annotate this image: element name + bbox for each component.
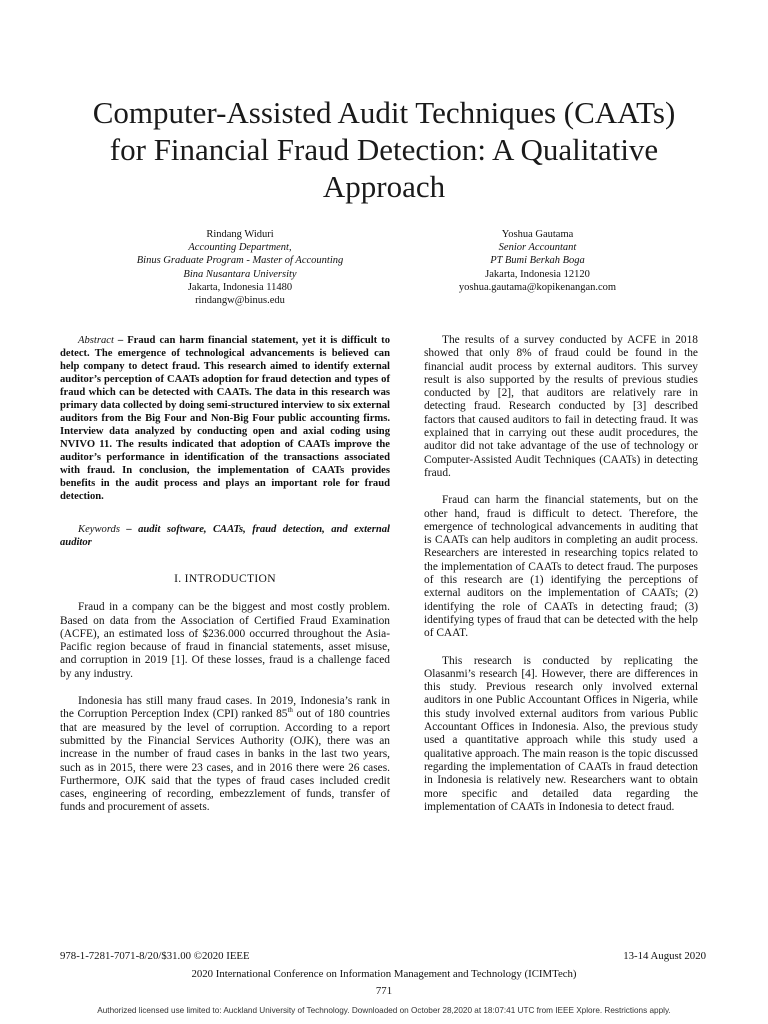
abstract-text: – Fraud can harm financial statement, yet it is difficult to detect. The emergence of technological advancements is believed can help company to detect fraud. This research aimed to identify external auditor’s perception of CAATs adoption for fraud detection and types of fraud which can be detected with CAATs. The data in this research was primary data collected by doing semi-structured interview to six external auditors from the Big Four and Non-Big Four public accounting firms. Interview data analyzed by conducting open and axial coding using NVIVO 11. The results indicated that adoption of CAATs improve the auditor’s performance in identification of the transactions associated with fraud. In conclusion, the implementation of CAATs provides benefits in the audit process and plays an important role for fraud detection. — [60, 335, 390, 502]
title-line-2: for Financial Fraud Detection: A Qualitative — [109, 132, 659, 167]
section-heading-introduction: I. INTRODUCTION — [174, 572, 276, 585]
paper-title — [40, 94, 728, 205]
title-line-1: Computer-Assisted Audit Techniques (CAATs) — [92, 95, 676, 130]
footer-conference: 2020 International Conference on Information Management and Technology (ICIMTech) — [191, 968, 577, 980]
intro-paragraph-4: Fraud can harm the financial statements, but on the other hand, fraud is difficult to detect. Therefore, the emergence of technological advancements in auditing that is CAATs can help auditors in completing an audit process. Researchers are interested in researching topics related to the implementation of CAATs to detect fraud. The purposes of this research are (1) identifying the perceptions of external auditors on the implementation of CAATs; (2) identifying the role of CAATs in detecting fraud; (3) identifying types of fraud that can be detected with the help of CAAT. — [424, 494, 698, 640]
author-name: Yoshua Gautama — [501, 229, 574, 240]
author-location: Jakarta, Indonesia 11480 — [187, 281, 293, 293]
abstract-lead: Abstract — [78, 335, 114, 346]
author-email: rindangw@binus.edu — [195, 295, 285, 307]
right-column — [424, 334, 698, 814]
intro-paragraph-5: This research is conducted by replicating the Olasanmi’s research [4]. However, there are differences in this study. Previous research only involved external auditors in one Public Accountant Offices in Nigeria, while this study involved external auditors from various Public Accountant Offices in Indonesia. Also, the previous study used a quantitative approach while this study used a qualitative approach. The main reason is the topic discussed regarding the implementation of CAATs in fraud detection in Indonesia is relatively new. Researchers want to obtain more specific and detailed data regarding the implementation of CAATs in Indonesia to detect fraud. — [424, 654, 698, 813]
left-column — [60, 334, 390, 815]
author-program: Binus Graduate Program - Master of Accounting — [136, 255, 344, 267]
abstract — [60, 334, 390, 503]
author-department: Senior Accountant — [498, 242, 577, 254]
title-line-3: Approach — [322, 169, 446, 204]
ordinal-suffix: th — [287, 706, 293, 715]
intro-paragraph-1: Fraud in a company can be the biggest and most costly problem. Based on data from the Association of Certified Fraud Examination (ACFE), an estimated loss of $236.000 occurred throughout the Asia-Pacific region because of fraud in financial statements, asset misuse, and corruption in 2019 [1]. Of these losses, fraud is a challenge faced by any industry. — [60, 601, 390, 680]
author-name: Rindang Widuri — [206, 229, 274, 240]
keywords-text: – audit software, CAATs, fraud detection, and external auditor — [60, 524, 390, 548]
author-block-1 — [100, 228, 380, 307]
intro-paragraph-3: The results of a survey conducted by ACFE in 2018 showed that only 8% of fraud could be found in the financial audit process by external auditors. This survey result is also supported by the results of previous studies conducted by [2], that auditors are relatively rare in detecting fraud. Research conducted by [3] described factors that caused auditors to fail in detecting fraud. It was explained that in carrying out these audit procedures, the auditor did not take advantage of the use of technology or Computer-Assisted Audit Techniques (CAATs) in detecting fraud. — [424, 334, 698, 479]
author-organization: PT Bumi Berkah Boga — [490, 255, 585, 267]
author-location: Jakarta, Indonesia 12120 — [485, 268, 590, 280]
author-email: yoshua.gautama@kopikenangan.com — [458, 281, 617, 293]
author-department: Accounting Department, — [188, 242, 292, 254]
author-block-2 — [400, 228, 675, 294]
author-organization: Bina Nusantara University — [183, 268, 297, 280]
license-notice: Authorized licensed use limited to: Auckland University of Technology. Downloaded on October 28,2020 at 18:07:41 UTC from IEEE Xplore. Restrictions apply. — [97, 1006, 671, 1015]
intro-paragraph-2b: out of 180 countries that are measured by the level of corruption. According to a report submitted by the Financial Services Authority (OJK), there was an increase in the number of fraud cases in banks in the last two years, such as in 2015, there were 23 cases, and in 2016 there were 26 cases. Furthermore, OJK said that the types of fraud cases included credit cases, engineering of recording, embezzlement of funds, transfer of funds and procurement of assets. — [60, 708, 390, 814]
page-number: 771 — [375, 985, 393, 997]
keywords — [60, 523, 390, 549]
keywords-lead: Keywords — [78, 524, 120, 535]
footer-date: 13-14 August 2020 — [623, 950, 706, 962]
intro-paragraph-2a: Indonesia has still many fraud cases. In 2019, Indonesia’s rank in the Corruption Perception Index (CPI) ranked 85 — [60, 695, 390, 721]
footer-isbn: 978-1-7281-7071-8/20/$31.00 ©2020 IEEE — [60, 950, 250, 962]
intro-paragraph-2 — [60, 695, 390, 815]
